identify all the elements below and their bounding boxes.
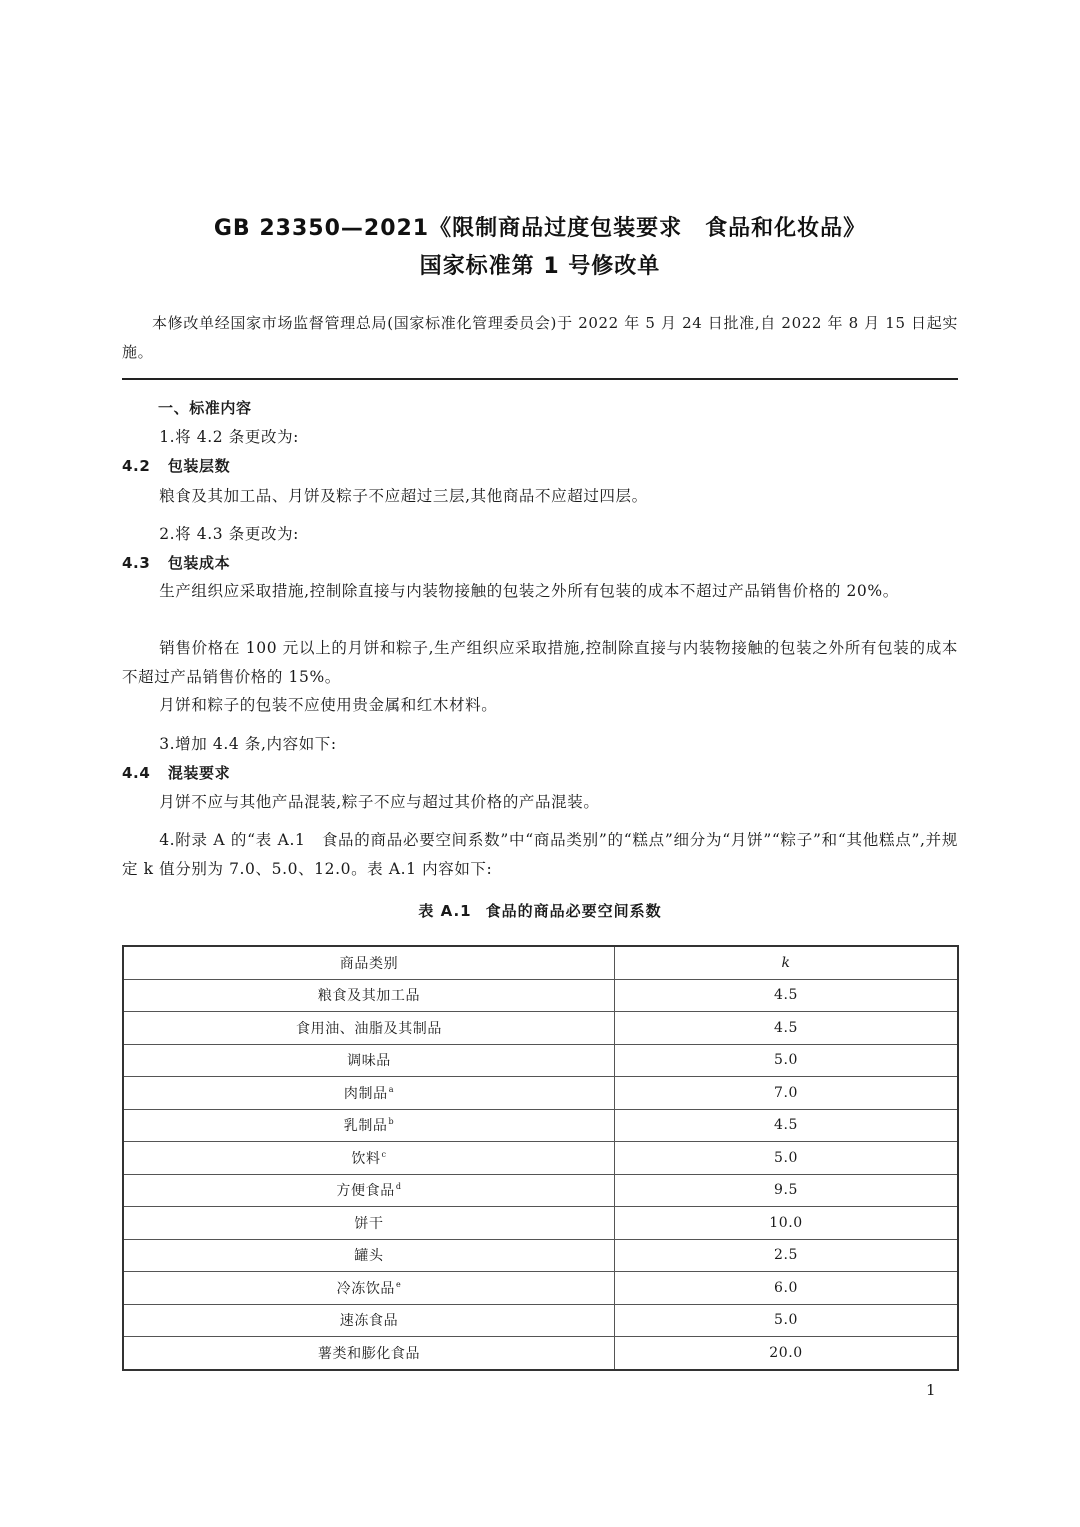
category-cell [123,1109,615,1142]
k-value-cell: 10.0 [615,1207,959,1240]
clause-title: 包装成本 [167,554,231,572]
k-value-cell: 9.5 [615,1174,959,1207]
footnote-marker: d [395,1182,402,1192]
category-name: 方便食品 [336,1183,395,1200]
category-name: 食用油、油脂及其制品 [296,1020,442,1037]
category-name: 饼干 [354,1215,384,1232]
footnote-marker: a [388,1084,395,1094]
k-value-cell: 20.0 [615,1337,959,1370]
table-caption-label: 表 A.1 [418,902,472,920]
table-row [123,1272,958,1305]
section-heading: 一、标准内容 [158,399,252,417]
amendment-item-2: 2.将 4.3 条更改为: [159,525,300,543]
category-name: 调味品 [347,1053,391,1070]
clause-4-2-text: 粮食及其加工品、月饼及粽子不应超过三层,其他商品不应超过四层。 [159,487,648,505]
category-name: 乳制品 [343,1118,388,1135]
category-cell [123,1337,615,1370]
category-cell [123,1142,615,1175]
category-cell [123,1012,615,1045]
category-cell [123,979,615,1012]
table-caption-title: 食品的商品必要空间系数 [485,902,662,920]
table-row [123,1239,958,1272]
table-row [123,1304,958,1337]
clause-title: 混装要求 [167,764,231,782]
k-value-cell: 4.5 [615,979,959,1012]
clause-number: 4.4 [122,764,151,782]
table-row [123,1174,958,1207]
category-name: 薯类和膨化食品 [317,1345,421,1362]
clause-4-3-paragraph-3: 月饼和粽子的包装不应使用贵金属和红木材料。 [159,696,498,714]
category-name: 冷冻饮品 [336,1280,396,1297]
category-cell [123,1304,615,1337]
clause-number: 4.3 [122,554,151,572]
clause-4-3-paragraph-2: 销售价格在 100 元以上的月饼和粽子,生产组织应采取措施,控制除直接与内装物接触的包装之外所有包装的成本不超过产品销售价格的 15%。 [122,639,958,686]
clause-number: 4.2 [122,457,151,475]
table-row [123,1077,958,1110]
page-number: 1 [926,1381,936,1399]
category-cell [123,1272,615,1305]
k-value-cell: 4.5 [615,1012,959,1045]
table-row [123,1207,958,1240]
table-row [123,1109,958,1142]
header-k: k [615,946,959,979]
category-cell [123,1239,615,1272]
table-row [123,1142,958,1175]
k-value-cell: 4.5 [615,1109,959,1142]
category-cell [123,1207,615,1240]
table-row [123,1012,958,1045]
document-title-line-2: 国家标准第 1 号修改单 [419,254,661,279]
approval-statement: 本修改单经国家市场监督管理总局(国家标准化管理委员会)于 2022 年 5 月 24 日批准,自 2022 年 8 月 15 日起实施。 [122,314,958,361]
table-row [123,1337,958,1370]
header-category: 商品类别 [123,946,615,979]
category-cell [123,1044,615,1077]
k-value-cell: 5.0 [615,1044,959,1077]
clause-4-3-heading [122,549,958,578]
table-header-row [123,946,958,979]
k-value-cell: 2.5 [615,1239,959,1272]
clause-4-2-heading [122,452,958,481]
amendment-item-1: 1.将 4.2 条更改为: [159,428,300,446]
amendment-item-4: 4.附录 A 的“表 A.1 食品的商品必要空间系数”中“商品类别”的“糕点”细分为“月饼”“粽子”和“其他糕点”,并规定 k 值分别为 7.0、5.0、12.0。表 A.1 内容如下: [122,831,958,878]
clause-4-3-paragraph-1: 生产组织应采取措施,控制除直接与内装物接触的包装之外所有包装的成本不超过产品销售价格的 20%。 [159,582,899,600]
amendment-item-3: 3.增加 4.4 条,内容如下: [159,735,337,753]
category-name: 饮料 [351,1150,381,1167]
footnote-marker: e [396,1279,402,1289]
category-cell [123,1174,615,1207]
space-coefficient-table [122,945,959,1371]
document-title-line-1: GB 23350—2021《限制商品过度包装要求 食品和化妆品》 [213,216,867,241]
category-name: 速冻食品 [339,1313,399,1330]
table-row [123,1044,958,1077]
category-name: 罐头 [354,1248,384,1265]
footnote-marker: b [388,1117,395,1127]
header-divider [122,378,958,380]
clause-4-4-heading [122,759,958,788]
k-value-cell: 5.0 [615,1304,959,1337]
category-name: 粮食及其加工品 [317,988,421,1005]
clause-title: 包装层数 [167,457,231,475]
k-value-cell: 5.0 [615,1142,959,1175]
table-row [123,979,958,1012]
footnote-marker: c [381,1149,387,1159]
k-value-cell: 6.0 [615,1272,959,1305]
category-cell [123,1077,615,1110]
k-value-cell: 7.0 [615,1077,959,1110]
table-caption [0,900,1080,921]
clause-4-4-text: 月饼不应与其他产品混装,粽子不应与超过其价格的产品混装。 [159,793,600,811]
category-name: 肉制品 [343,1085,388,1102]
